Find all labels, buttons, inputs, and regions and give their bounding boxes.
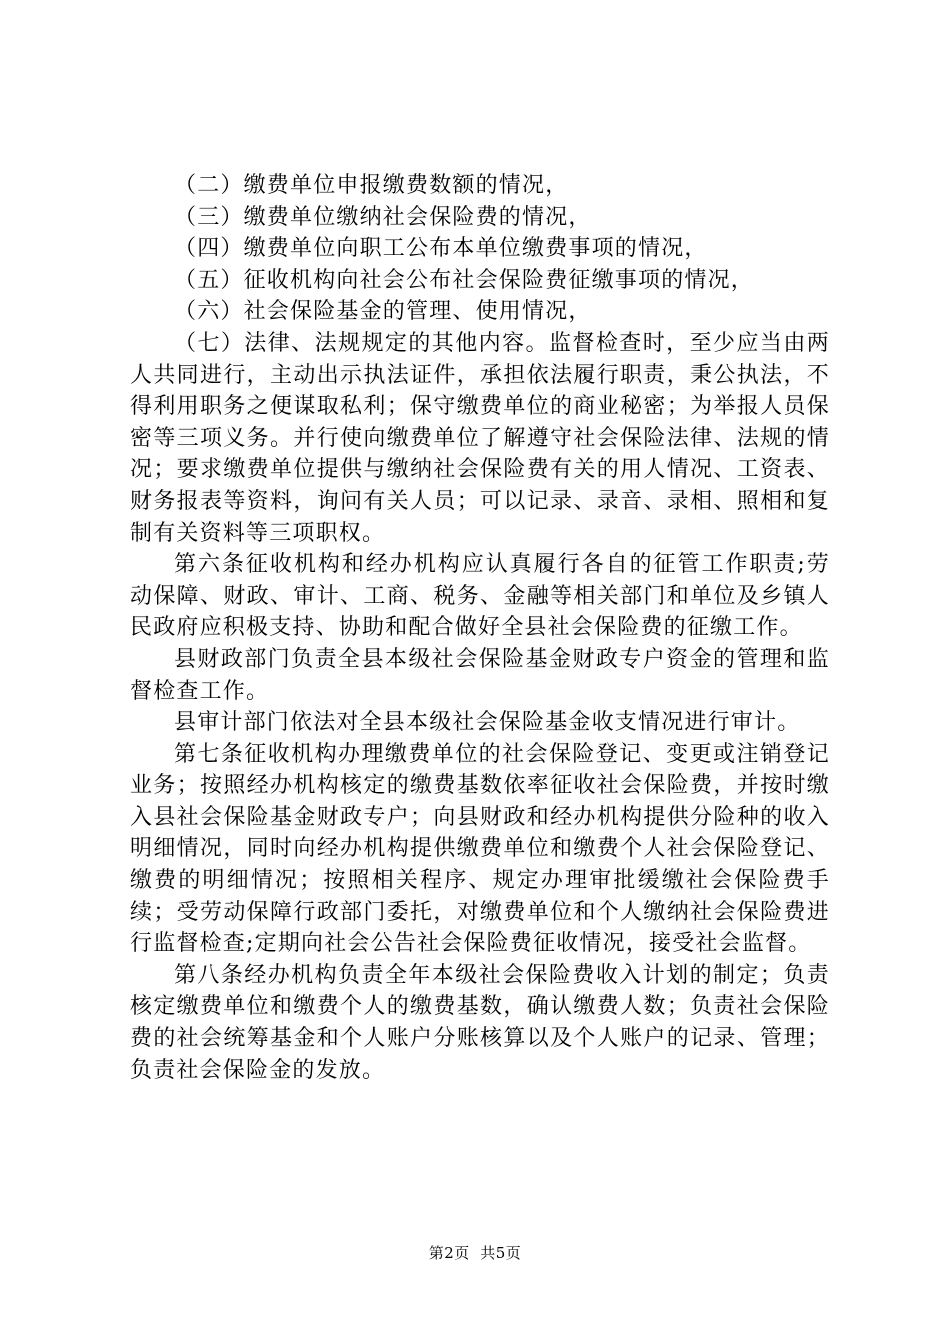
paragraph-audit-dept: 县审计部门依法对全县本级社会保险基金收支情况进行审计。 [174, 710, 801, 736]
page-number-footer: 第2页 共5页 [428, 1244, 522, 1262]
paragraph-item-6: （六）社会保险基金的管理、使用情况， [174, 299, 592, 325]
paragraph-item-2: （二）缴费单位申报缴费数额的情况， [174, 173, 569, 198]
paragraph-article-6: 第六条征收机构和经办机构应认真履行各自的征管工作职责;劳动保障、财政、审计、工商、税务、金融等相关部门和单位及乡镇人民政府应积极支持、协助和配合做好全县社会保险费的征缴工作。 [130, 552, 830, 641]
document-body [130, 170, 830, 1086]
paragraph-article-7: 第七条征收机构办理缴费单位的社会保险登记、变更或注销登记业务；按照经办机构核定的缴费基数依率征收社会保险费，并按时缴入县社会保险基金财政专户；向县财政和经办机构提供分险种的收入明细情况，同时向经办机构提供缴费单位和缴费个人社会保险登记、缴费的明细情况；按照相关程序、规定办理审批缓缴社会保险费手续；受劳动保障行政部门委托，对缴费单位和个人缴纳社会保险费进行监督检查;定期向社会公告社会保险费征收情况，接受社会监督。 [130, 741, 830, 957]
paragraph-finance-dept: 县财政部门负责全县本级社会保险基金财政专户资金的管理和监督检查工作。 [130, 646, 830, 704]
paragraph-item-7: （七）法律、法规规定的其他内容。监督检查时，至少应当由两人共同进行，主动出示执法证件，承担依法履行职责，秉公执法，不得利用职务之便谋取私利；保守缴费单位的商业秘密；为举报人员保密等三项义务。并行使向缴费单位了解遵守社会保险法律、法规的情况；要求缴费单位提供与缴纳社会保险费有关的用人情况、工资表、财务报表等资料，询问有关人员；可以记录、录音、录相、照相和复制有关资料等三项职权。 [130, 330, 830, 546]
paragraph-article-8: 第八条经办机构负责全年本级社会保险费收入计划的制定；负责核定缴费单位和缴费个人的缴费基数，确认缴费人数；负责社会保险费的社会统筹基金和个人账户分账核算以及个人账户的记录、管理；负责社会保险金的发放。 [130, 962, 830, 1083]
paragraph-item-5: （五）征收机构向社会公布社会保险费征缴事项的情况， [174, 267, 755, 293]
paragraph-item-4: （四）缴费单位向职工公布本单位缴费事项的情况， [174, 236, 708, 262]
paragraph-item-3: （三）缴费单位缴纳社会保险费的情况， [174, 204, 592, 230]
